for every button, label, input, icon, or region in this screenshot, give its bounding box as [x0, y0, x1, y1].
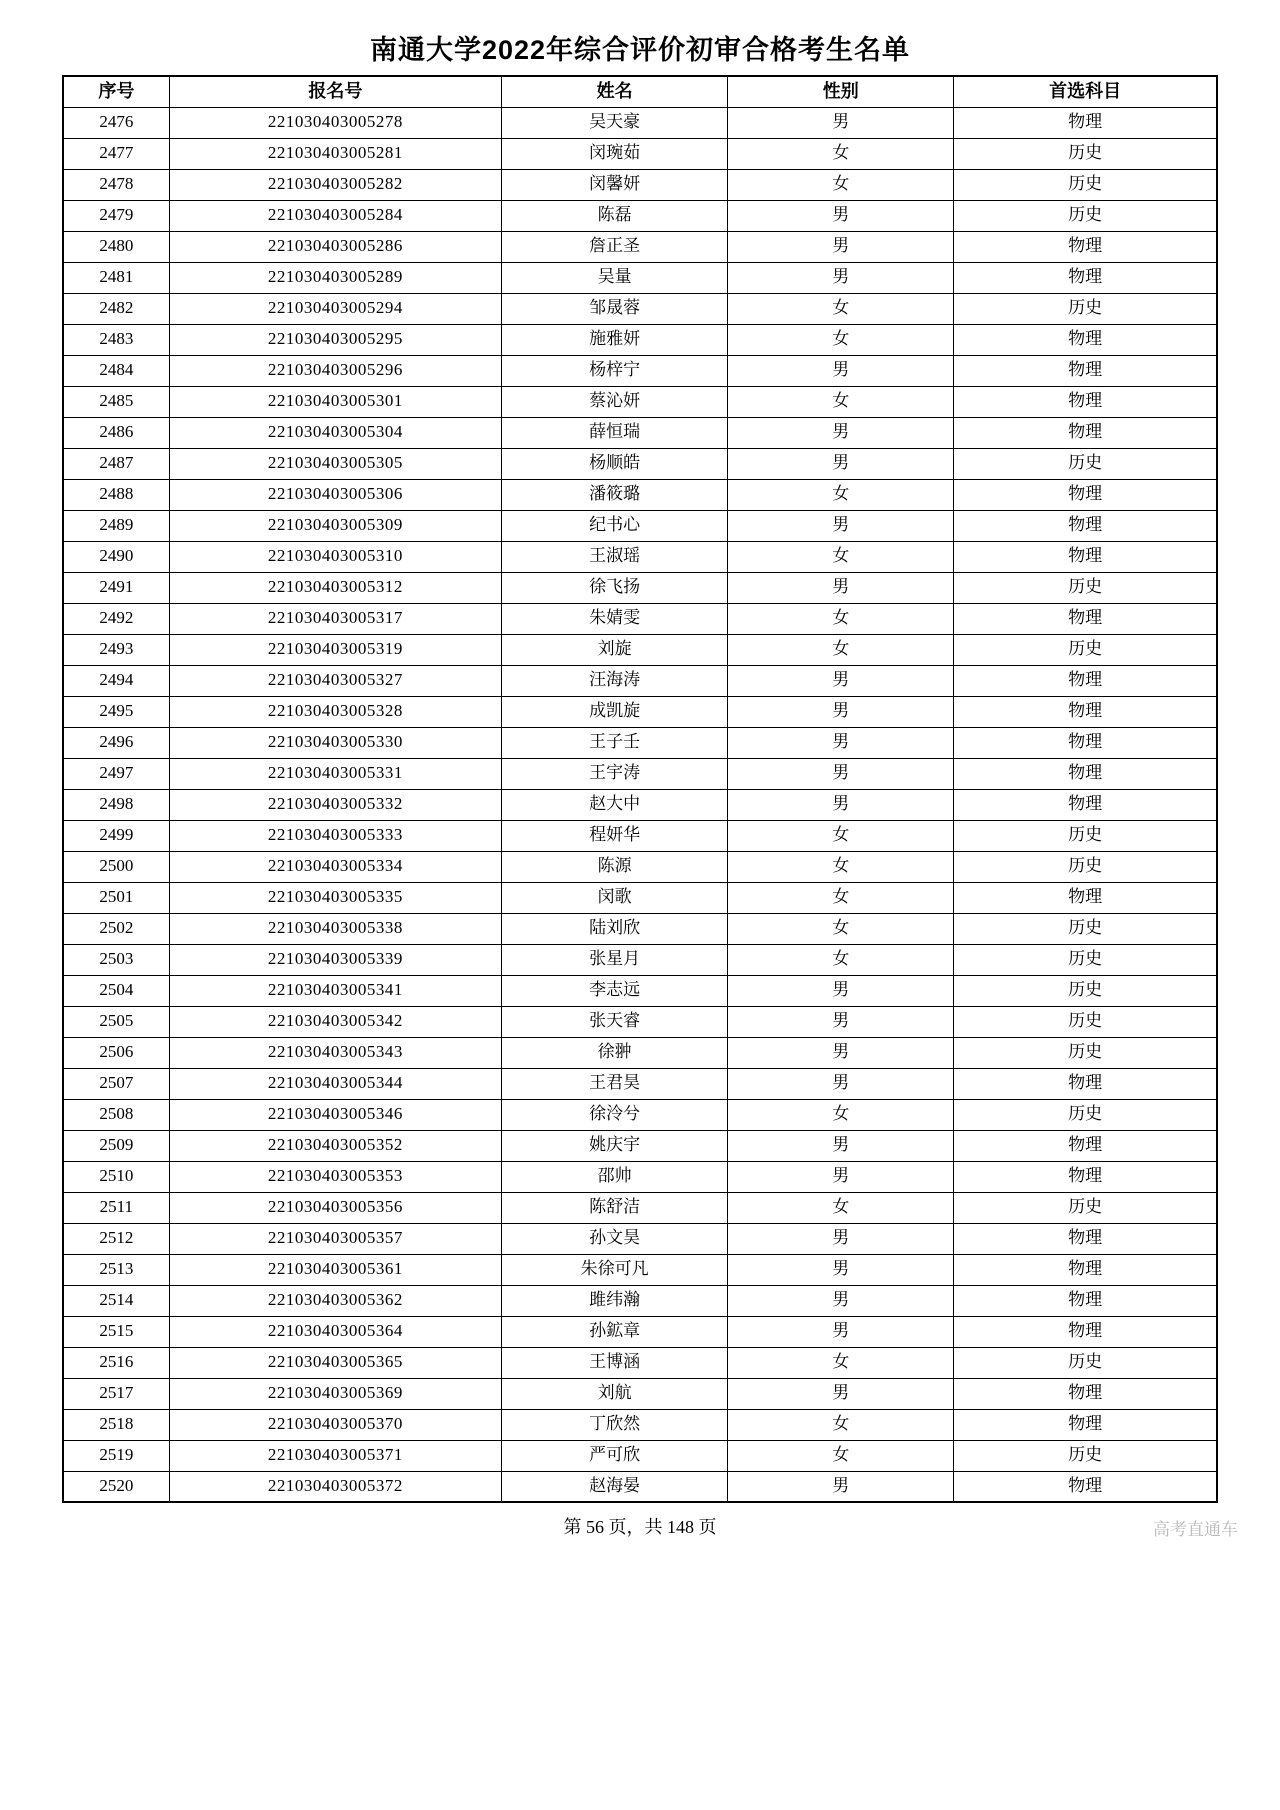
table-cell-gender: 男	[728, 789, 954, 820]
table-cell-reg: 221030403005282	[169, 169, 501, 200]
table-row	[63, 1440, 1217, 1471]
table-row	[63, 1130, 1217, 1161]
table-cell-name: 朱徐可凡	[502, 1254, 728, 1285]
table-cell-seq: 2492	[63, 603, 169, 634]
table-cell-subject: 物理	[954, 386, 1217, 417]
table-cell-reg: 221030403005339	[169, 944, 501, 975]
table-row	[63, 1161, 1217, 1192]
table-cell-name: 闵琬茹	[502, 138, 728, 169]
table-cell-reg: 221030403005278	[169, 107, 501, 138]
table-cell-name: 陈源	[502, 851, 728, 882]
table-cell-seq: 2500	[63, 851, 169, 882]
table-cell-gender: 男	[728, 1037, 954, 1068]
table-cell-seq: 2496	[63, 727, 169, 758]
table-cell-name: 杨梓宁	[502, 355, 728, 386]
table-cell-subject: 历史	[954, 200, 1217, 231]
table-row	[63, 1316, 1217, 1347]
table-cell-name: 王宇涛	[502, 758, 728, 789]
table-cell-subject: 历史	[954, 820, 1217, 851]
watermark: 高考直通车	[1153, 1520, 1238, 1539]
table-cell-name: 王淑瑶	[502, 541, 728, 572]
table-header	[63, 76, 1217, 107]
table-cell-gender: 女	[728, 541, 954, 572]
table-cell-reg: 221030403005332	[169, 789, 501, 820]
table-cell-seq: 2493	[63, 634, 169, 665]
table-cell-name: 詹正圣	[502, 231, 728, 262]
table-cell-gender: 女	[728, 851, 954, 882]
table-cell-subject: 历史	[954, 975, 1217, 1006]
table-cell-subject: 物理	[954, 262, 1217, 293]
table-cell-reg: 221030403005369	[169, 1378, 501, 1409]
table-cell-name: 刘航	[502, 1378, 728, 1409]
table-cell-gender: 女	[728, 820, 954, 851]
table-cell-seq: 2508	[63, 1099, 169, 1130]
table-cell-gender: 女	[728, 293, 954, 324]
table-cell-subject: 历史	[954, 913, 1217, 944]
table-cell-reg: 221030403005357	[169, 1223, 501, 1254]
table-cell-seq: 2480	[63, 231, 169, 262]
table-row	[63, 913, 1217, 944]
table-cell-subject: 物理	[954, 231, 1217, 262]
table-row	[63, 572, 1217, 603]
table-cell-gender: 女	[728, 634, 954, 665]
table-cell-subject: 历史	[954, 1440, 1217, 1471]
table-cell-reg: 221030403005284	[169, 200, 501, 231]
page-number: 第 56 页，共 148 页	[563, 1517, 717, 1537]
table-cell-gender: 男	[728, 1378, 954, 1409]
table-cell-name: 闵馨妍	[502, 169, 728, 200]
table-row	[63, 1285, 1217, 1316]
table-cell-seq: 2497	[63, 758, 169, 789]
table-row	[63, 386, 1217, 417]
table-cell-seq: 2477	[63, 138, 169, 169]
table-cell-seq: 2481	[63, 262, 169, 293]
table-cell-subject: 历史	[954, 944, 1217, 975]
table-cell-seq: 2516	[63, 1347, 169, 1378]
table-cell-subject: 物理	[954, 1068, 1217, 1099]
table-cell-name: 成凯旋	[502, 696, 728, 727]
table-cell-name: 邹晟蓉	[502, 293, 728, 324]
table-cell-reg: 221030403005294	[169, 293, 501, 324]
table-cell-seq: 2512	[63, 1223, 169, 1254]
table-cell-seq: 2476	[63, 107, 169, 138]
table-row	[63, 1471, 1217, 1502]
table-row	[63, 169, 1217, 200]
table-cell-subject: 历史	[954, 138, 1217, 169]
table-cell-gender: 女	[728, 386, 954, 417]
table-cell-name: 姚庆宇	[502, 1130, 728, 1161]
table-cell-subject: 物理	[954, 1471, 1217, 1502]
table-cell-seq: 2479	[63, 200, 169, 231]
table-cell-name: 徐翀	[502, 1037, 728, 1068]
table-body	[63, 107, 1217, 1502]
table-cell-gender: 女	[728, 603, 954, 634]
table-cell-subject: 物理	[954, 417, 1217, 448]
table-cell-reg: 221030403005356	[169, 1192, 501, 1223]
table-cell-reg: 221030403005317	[169, 603, 501, 634]
table-cell-gender: 女	[728, 882, 954, 913]
table-cell-gender: 男	[728, 107, 954, 138]
table-cell-reg: 221030403005310	[169, 541, 501, 572]
table-cell-subject: 物理	[954, 1409, 1217, 1440]
column-header-reg: 报名号	[169, 76, 501, 107]
table-row	[63, 541, 1217, 572]
table-cell-name: 闵歌	[502, 882, 728, 913]
table-cell-subject: 历史	[954, 572, 1217, 603]
table-cell-subject: 历史	[954, 1192, 1217, 1223]
table-cell-gender: 男	[728, 572, 954, 603]
table-cell-reg: 221030403005333	[169, 820, 501, 851]
table-cell-reg: 221030403005362	[169, 1285, 501, 1316]
table-row	[63, 1068, 1217, 1099]
table-cell-gender: 男	[728, 1471, 954, 1502]
table-cell-reg: 221030403005305	[169, 448, 501, 479]
table-cell-reg: 221030403005296	[169, 355, 501, 386]
page-title: 南通大学2022年综合评价初审合格考生名单	[369, 35, 911, 65]
table-cell-reg: 221030403005306	[169, 479, 501, 510]
table-cell-name: 雎纬瀚	[502, 1285, 728, 1316]
table-row	[63, 1099, 1217, 1130]
table-cell-seq: 2501	[63, 882, 169, 913]
table-row	[63, 510, 1217, 541]
table-cell-gender: 男	[728, 727, 954, 758]
table-cell-reg: 221030403005309	[169, 510, 501, 541]
table-row	[63, 1409, 1217, 1440]
table-cell-subject: 物理	[954, 882, 1217, 913]
table-cell-name: 张星月	[502, 944, 728, 975]
table-cell-name: 王子壬	[502, 727, 728, 758]
table-row	[63, 200, 1217, 231]
table-cell-seq: 2511	[63, 1192, 169, 1223]
table-cell-reg: 221030403005334	[169, 851, 501, 882]
table-cell-gender: 男	[728, 665, 954, 696]
table-cell-name: 薛恒瑞	[502, 417, 728, 448]
table-cell-name: 王君昊	[502, 1068, 728, 1099]
table-cell-subject: 物理	[954, 107, 1217, 138]
table-cell-seq: 2488	[63, 479, 169, 510]
table-cell-seq: 2502	[63, 913, 169, 944]
table-cell-seq: 2482	[63, 293, 169, 324]
table-cell-subject: 物理	[954, 355, 1217, 386]
table-cell-seq: 2520	[63, 1471, 169, 1502]
table-cell-subject: 历史	[954, 1347, 1217, 1378]
table-cell-seq: 2499	[63, 820, 169, 851]
table-cell-subject: 历史	[954, 634, 1217, 665]
table-row	[63, 727, 1217, 758]
table-header-row	[63, 76, 1217, 107]
table-cell-name: 李志远	[502, 975, 728, 1006]
table-cell-gender: 男	[728, 975, 954, 1006]
table-cell-reg: 221030403005295	[169, 324, 501, 355]
table-cell-gender: 男	[728, 262, 954, 293]
table-cell-reg: 221030403005328	[169, 696, 501, 727]
table-cell-reg: 221030403005338	[169, 913, 501, 944]
table-cell-reg: 221030403005361	[169, 1254, 501, 1285]
table-cell-reg: 221030403005365	[169, 1347, 501, 1378]
table-row	[63, 355, 1217, 386]
table-cell-gender: 男	[728, 1006, 954, 1037]
table-cell-subject: 历史	[954, 851, 1217, 882]
table-cell-subject: 物理	[954, 603, 1217, 634]
table-cell-name: 潘筱璐	[502, 479, 728, 510]
table-cell-reg: 221030403005364	[169, 1316, 501, 1347]
table-cell-subject: 物理	[954, 1254, 1217, 1285]
table-cell-seq: 2489	[63, 510, 169, 541]
table-cell-name: 丁欣然	[502, 1409, 728, 1440]
table-cell-seq: 2517	[63, 1378, 169, 1409]
table-cell-name: 赵大中	[502, 789, 728, 820]
table-cell-subject: 物理	[954, 665, 1217, 696]
table-cell-name: 吴天豪	[502, 107, 728, 138]
table-cell-subject: 历史	[954, 448, 1217, 479]
table-cell-reg: 221030403005312	[169, 572, 501, 603]
table-cell-seq: 2507	[63, 1068, 169, 1099]
table-cell-reg: 221030403005289	[169, 262, 501, 293]
table-cell-name: 陆刘欣	[502, 913, 728, 944]
table-cell-gender: 女	[728, 913, 954, 944]
table-cell-gender: 女	[728, 1099, 954, 1130]
table-cell-seq: 2498	[63, 789, 169, 820]
table-cell-name: 徐泠兮	[502, 1099, 728, 1130]
table-cell-subject: 历史	[954, 293, 1217, 324]
column-header-seq: 序号	[63, 76, 169, 107]
table-cell-seq: 2490	[63, 541, 169, 572]
table-cell-reg: 221030403005352	[169, 1130, 501, 1161]
table-cell-seq: 2503	[63, 944, 169, 975]
table-cell-gender: 女	[728, 1440, 954, 1471]
table-cell-gender: 女	[728, 1347, 954, 1378]
table-cell-subject: 物理	[954, 479, 1217, 510]
table-cell-gender: 男	[728, 1254, 954, 1285]
table-row	[63, 324, 1217, 355]
table-cell-name: 邵帅	[502, 1161, 728, 1192]
table-cell-seq: 2495	[63, 696, 169, 727]
table-cell-gender: 女	[728, 169, 954, 200]
table-cell-gender: 男	[728, 1316, 954, 1347]
column-header-gender: 性别	[728, 76, 954, 107]
table-cell-name: 蔡沁妍	[502, 386, 728, 417]
table-cell-gender: 女	[728, 1409, 954, 1440]
table-cell-gender: 女	[728, 944, 954, 975]
table-row	[63, 1347, 1217, 1378]
table-cell-reg: 221030403005343	[169, 1037, 501, 1068]
table-cell-name: 陈舒洁	[502, 1192, 728, 1223]
table-cell-gender: 男	[728, 1068, 954, 1099]
table-cell-name: 刘旋	[502, 634, 728, 665]
table-row	[63, 820, 1217, 851]
table-cell-name: 汪海涛	[502, 665, 728, 696]
table-cell-subject: 物理	[954, 541, 1217, 572]
table-cell-reg: 221030403005335	[169, 882, 501, 913]
column-header-name: 姓名	[502, 76, 728, 107]
table-row	[63, 1037, 1217, 1068]
table-row	[63, 1192, 1217, 1223]
table-cell-name: 杨顺皓	[502, 448, 728, 479]
table-cell-reg: 221030403005286	[169, 231, 501, 262]
table-cell-gender: 男	[728, 1161, 954, 1192]
table-cell-seq: 2505	[63, 1006, 169, 1037]
table-cell-subject: 物理	[954, 727, 1217, 758]
table-row	[63, 944, 1217, 975]
table-cell-subject: 物理	[954, 758, 1217, 789]
table-cell-seq: 2487	[63, 448, 169, 479]
table-row	[63, 448, 1217, 479]
table-cell-gender: 男	[728, 448, 954, 479]
table-cell-name: 朱婧雯	[502, 603, 728, 634]
table-cell-subject: 历史	[954, 169, 1217, 200]
table-cell-subject: 物理	[954, 510, 1217, 541]
table-row	[63, 882, 1217, 913]
table-cell-reg: 221030403005341	[169, 975, 501, 1006]
table-cell-reg: 221030403005319	[169, 634, 501, 665]
table-cell-gender: 男	[728, 1130, 954, 1161]
table-cell-name: 孙鉱章	[502, 1316, 728, 1347]
candidates-table	[62, 75, 1218, 1503]
table-cell-reg: 221030403005370	[169, 1409, 501, 1440]
table-cell-reg: 221030403005281	[169, 138, 501, 169]
table-cell-reg: 221030403005371	[169, 1440, 501, 1471]
table-cell-seq: 2486	[63, 417, 169, 448]
table-row	[63, 975, 1217, 1006]
table-cell-seq: 2478	[63, 169, 169, 200]
table-cell-gender: 女	[728, 479, 954, 510]
table-cell-name: 严可欣	[502, 1440, 728, 1471]
table-cell-subject: 历史	[954, 1006, 1217, 1037]
table-cell-subject: 物理	[954, 1223, 1217, 1254]
table-cell-gender: 男	[728, 231, 954, 262]
table-cell-reg: 221030403005301	[169, 386, 501, 417]
table-cell-gender: 男	[728, 200, 954, 231]
table-cell-subject: 物理	[954, 696, 1217, 727]
table-cell-gender: 男	[728, 1285, 954, 1316]
table-row	[63, 1223, 1217, 1254]
table-row	[63, 1378, 1217, 1409]
table-cell-seq: 2504	[63, 975, 169, 1006]
table-cell-gender: 男	[728, 417, 954, 448]
table-row	[63, 851, 1217, 882]
table-cell-gender: 女	[728, 1192, 954, 1223]
table-cell-name: 纪书心	[502, 510, 728, 541]
table-row	[63, 665, 1217, 696]
table-cell-subject: 历史	[954, 1037, 1217, 1068]
table-row	[63, 417, 1217, 448]
table-cell-subject: 物理	[954, 1161, 1217, 1192]
table-row	[63, 603, 1217, 634]
table-cell-seq: 2506	[63, 1037, 169, 1068]
page-footer	[62, 1513, 1238, 1543]
table-row	[63, 789, 1217, 820]
table-cell-seq: 2518	[63, 1409, 169, 1440]
table-cell-seq: 2494	[63, 665, 169, 696]
table-cell-seq: 2483	[63, 324, 169, 355]
table-cell-name: 程妍华	[502, 820, 728, 851]
table-cell-name: 王博涵	[502, 1347, 728, 1378]
table-cell-subject: 物理	[954, 1130, 1217, 1161]
table-cell-gender: 女	[728, 138, 954, 169]
table-cell-name: 陈磊	[502, 200, 728, 231]
table-cell-subject: 物理	[954, 1316, 1217, 1347]
table-cell-reg: 221030403005330	[169, 727, 501, 758]
table-cell-seq: 2484	[63, 355, 169, 386]
table-row	[63, 634, 1217, 665]
table-cell-gender: 男	[728, 758, 954, 789]
table-cell-seq: 2519	[63, 1440, 169, 1471]
table-cell-seq: 2509	[63, 1130, 169, 1161]
table-cell-seq: 2491	[63, 572, 169, 603]
table-cell-reg: 221030403005342	[169, 1006, 501, 1037]
table-row	[63, 138, 1217, 169]
table-cell-reg: 221030403005331	[169, 758, 501, 789]
table-cell-seq: 2485	[63, 386, 169, 417]
table-cell-reg: 221030403005353	[169, 1161, 501, 1192]
table-row	[63, 293, 1217, 324]
table-cell-name: 赵海晏	[502, 1471, 728, 1502]
table-cell-reg: 221030403005304	[169, 417, 501, 448]
table-cell-reg: 221030403005346	[169, 1099, 501, 1130]
table-row	[63, 231, 1217, 262]
table-cell-gender: 男	[728, 696, 954, 727]
table-row	[63, 1006, 1217, 1037]
table-cell-gender: 男	[728, 510, 954, 541]
table-cell-seq: 2515	[63, 1316, 169, 1347]
table-cell-gender: 男	[728, 1223, 954, 1254]
table-cell-subject: 历史	[954, 1099, 1217, 1130]
table-cell-reg: 221030403005327	[169, 665, 501, 696]
table-cell-subject: 物理	[954, 1285, 1217, 1316]
table-cell-seq: 2513	[63, 1254, 169, 1285]
table-cell-seq: 2510	[63, 1161, 169, 1192]
table-cell-reg: 221030403005372	[169, 1471, 501, 1502]
table-cell-seq: 2514	[63, 1285, 169, 1316]
table-cell-name: 吴量	[502, 262, 728, 293]
table-row	[63, 758, 1217, 789]
table-cell-name: 孙文昊	[502, 1223, 728, 1254]
table-cell-name: 施雅妍	[502, 324, 728, 355]
table-row	[63, 107, 1217, 138]
table-cell-subject: 物理	[954, 324, 1217, 355]
table-cell-reg: 221030403005344	[169, 1068, 501, 1099]
table-cell-subject: 物理	[954, 789, 1217, 820]
table-row	[63, 479, 1217, 510]
table-row	[63, 696, 1217, 727]
table-row	[63, 262, 1217, 293]
table-cell-name: 徐飞扬	[502, 572, 728, 603]
table-cell-subject: 物理	[954, 1378, 1217, 1409]
table-cell-gender: 男	[728, 355, 954, 386]
table-cell-gender: 女	[728, 324, 954, 355]
table-row	[63, 1254, 1217, 1285]
table-cell-name: 张天睿	[502, 1006, 728, 1037]
column-header-subject: 首选科目	[954, 76, 1217, 107]
